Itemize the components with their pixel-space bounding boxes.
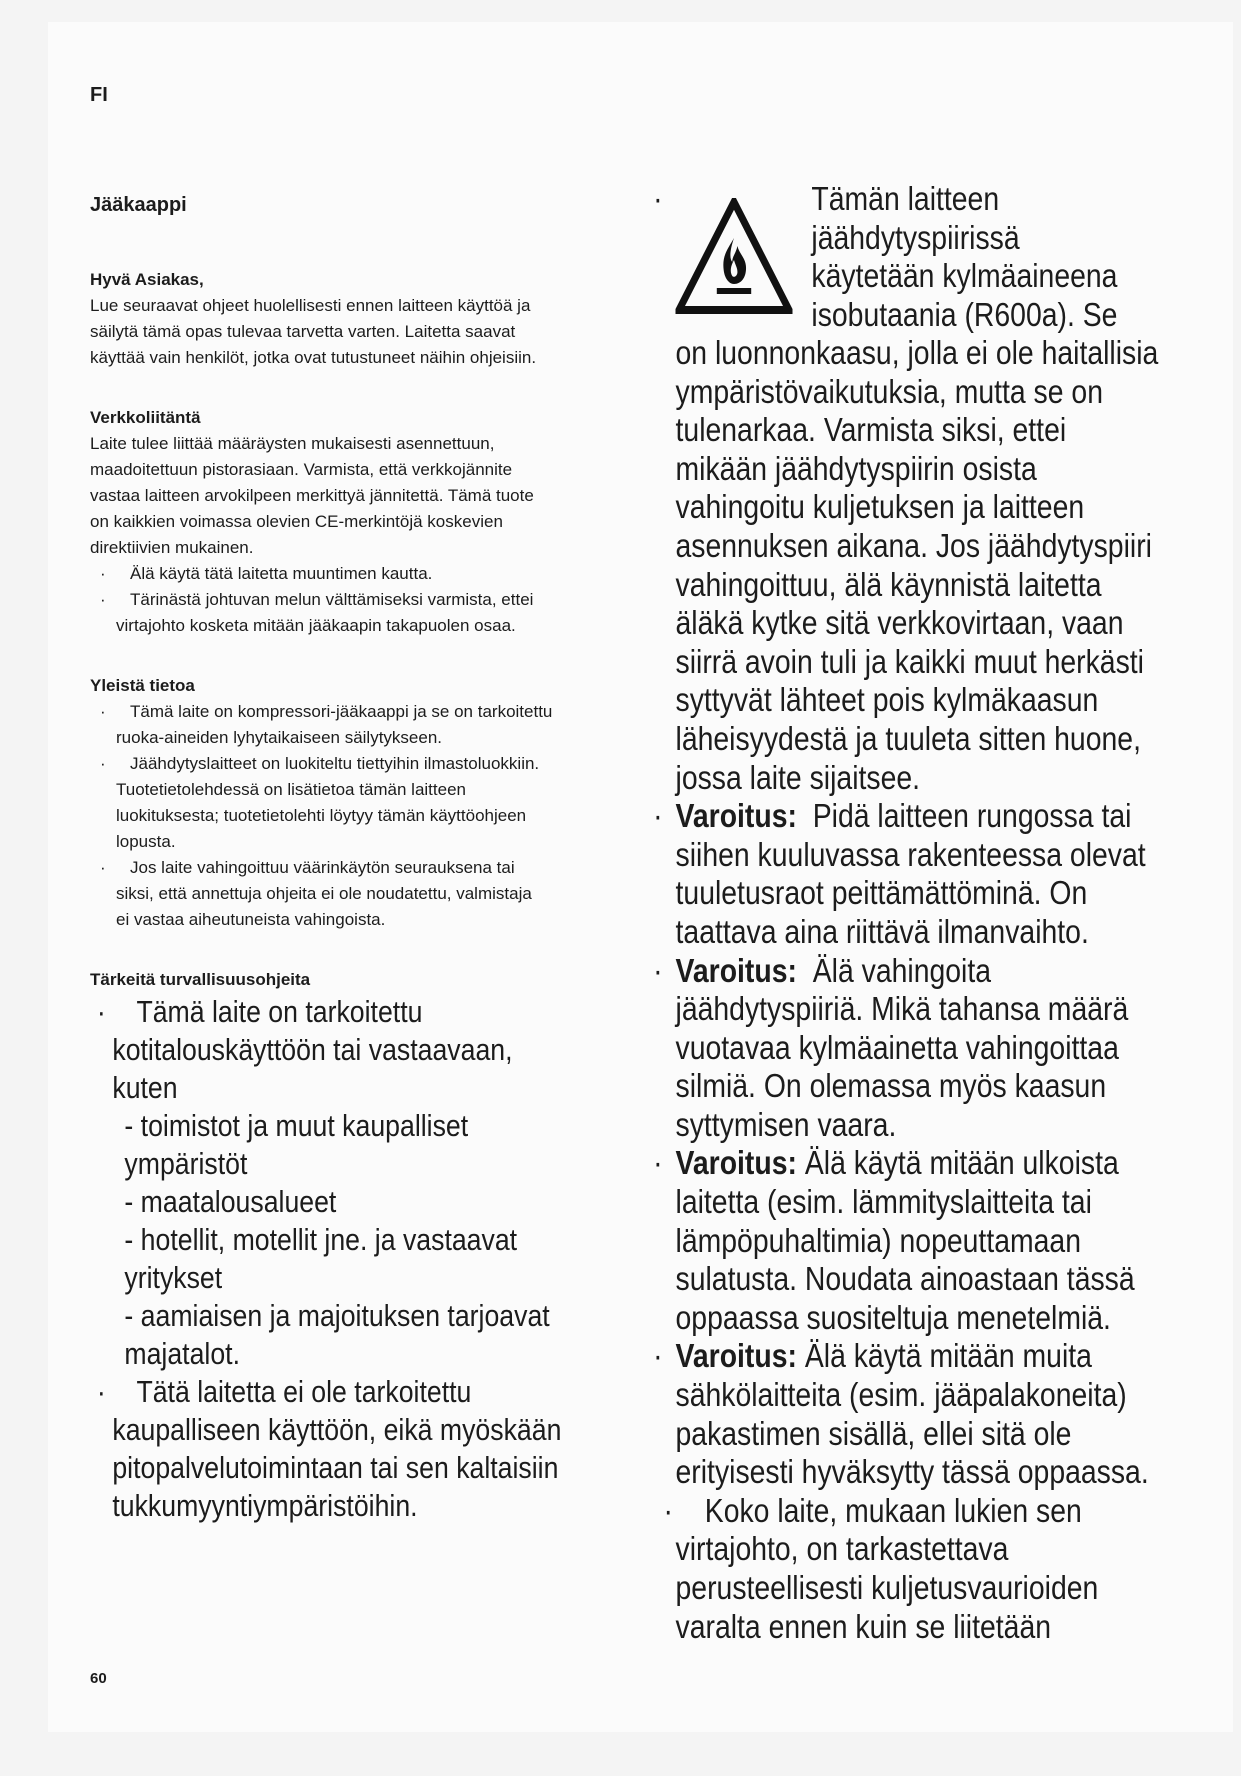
manual-page bbox=[48, 22, 1233, 1732]
text-line: siksi, että annettuja ohjeita ei ole noudatettu, valmistaja bbox=[116, 884, 532, 903]
text-line: perusteellisesti kuljetusvaurioiden bbox=[675, 1569, 1099, 1606]
bullet-icon: · bbox=[96, 1374, 106, 1409]
text-line: vahingoittuu, älä käynnistä laitetta bbox=[675, 565, 1102, 603]
text-line: ympäristöt bbox=[124, 1146, 248, 1181]
text-line: yritykset bbox=[124, 1260, 223, 1295]
text-line: lopusta. bbox=[116, 832, 176, 851]
safety-list bbox=[90, 993, 640, 1525]
text-line: - toimistot ja muut kaupalliset bbox=[124, 1108, 469, 1143]
text-line: pakastimen sisällä, ellei sitä ole bbox=[675, 1414, 1072, 1452]
text-line: asennuksen aikana. Jos jäähdytyspiiri bbox=[675, 526, 1152, 564]
warning-item: · Varoitus: Älä käytä mitään muita bbox=[653, 1337, 1092, 1375]
list-item: · Tämä laite on tarkoitettu bbox=[96, 994, 423, 1029]
text-line: Tämän laitteen bbox=[811, 180, 1000, 217]
page-title: Jääkaappi bbox=[90, 194, 187, 216]
text-line: kuten bbox=[112, 1070, 178, 1105]
refrigerant-text bbox=[648, 334, 1233, 797]
text-line: ympäristövaikutuksia, mutta se on bbox=[675, 372, 1103, 410]
text-line: Tuotetietolehdessä on lisätietoa tämän laitteen bbox=[116, 780, 466, 799]
bullet-icon: · bbox=[663, 1491, 673, 1529]
list-item: · Älä käytä tätä laitetta muuntimen kautta. bbox=[90, 561, 635, 587]
safety-heading: Tärkeitä turvallisuusohjeita bbox=[90, 970, 311, 989]
text-line: sähkölaitteita (esim. jääpalakoneita) bbox=[675, 1376, 1127, 1414]
general-heading: Yleistä tietoa bbox=[90, 676, 195, 695]
text-line: mikään jäähdytyspiirin osista bbox=[675, 449, 1037, 487]
text-line: - hotellit, motellit jne. ja vastaavat bbox=[124, 1222, 518, 1257]
warning-item: · Varoitus: Älä käytä mitään ulkoista bbox=[653, 1144, 1119, 1182]
list-item: · Koko laite, mukaan lukien sen bbox=[663, 1491, 1082, 1529]
text-line: lämpöpuhaltimia) nopeuttamaan bbox=[675, 1221, 1081, 1259]
text-line: vahingoitu kuljetuksen ja laitteen bbox=[675, 488, 1085, 526]
text-line: vastaa laitteen arvokilpeen merkittyä jännitettä. Tämä tuote bbox=[90, 486, 534, 505]
text-line: siirrä avoin tuli ja kaikki muut herkästi bbox=[675, 642, 1144, 680]
warning-item: · Varoitus: Älä vahingoita bbox=[653, 951, 992, 989]
text-line: oppaassa suositeltuja menetelmiä. bbox=[675, 1298, 1111, 1336]
text-line: on kaikkien voimassa olevien CE-merkintöjä koskevien bbox=[90, 512, 503, 531]
text-line: läheisyydestä ja tuuleta sitten huone, bbox=[675, 719, 1141, 757]
safety-section bbox=[90, 967, 635, 993]
text-line: jossa laite sijaitsee. bbox=[675, 758, 921, 796]
bullet-icon: · bbox=[100, 564, 106, 583]
text-line: virtajohto, on tarkastettava bbox=[675, 1530, 1009, 1568]
text-line: Lue seuraavat ohjeet huolellisesti ennen laitteen käyttöä ja bbox=[90, 296, 531, 315]
bullet-icon: · bbox=[653, 180, 663, 217]
list-item: · Tämä laite on kompressori-jääkaappi ja se on tarkoitettu bbox=[90, 699, 635, 725]
text-line: syttymisen vaara. bbox=[675, 1105, 897, 1143]
text-line: tukkumyyntiympäristöihin. bbox=[112, 1488, 418, 1523]
text-line: virtajohto kosketa mitään jääkaapin takapuolen osaa. bbox=[116, 616, 516, 635]
text-line: äläkä kytke sitä verkkovirtaan, vaan bbox=[675, 604, 1124, 642]
text-line: silmiä. On olemassa myös kaasun bbox=[675, 1067, 1107, 1105]
flammable-warning-icon bbox=[676, 198, 793, 316]
text-line: pitopalvelutoimintaan tai sen kaltaisiin bbox=[112, 1450, 559, 1485]
text-line: maadoitettuun pistorasiaan. Varmista, että verkkojännite bbox=[90, 460, 513, 479]
greeting-heading: Hyvä Asiakas, bbox=[90, 270, 204, 289]
general-section bbox=[90, 673, 635, 933]
text-line: direktiivien mukainen. bbox=[90, 538, 254, 557]
bullet-icon: · bbox=[100, 858, 106, 877]
text-line: tulenarkaa. Varmista siksi, ettei bbox=[675, 411, 1067, 449]
page-number: 60 bbox=[90, 1670, 107, 1687]
text-line: varalta ennen kuin se liitetään bbox=[675, 1607, 1052, 1645]
text-line: tuuletusraot peittämättöminä. On bbox=[675, 874, 1088, 912]
bullet-icon: · bbox=[653, 1337, 663, 1375]
bullet-icon: · bbox=[96, 994, 106, 1029]
mains-section bbox=[90, 405, 635, 639]
text-line: syttyvät lähteet pois kylmäkaasun bbox=[675, 681, 1099, 719]
text-line: säilytä tämä opas tulevaa tarvetta varten. Laitetta saavat bbox=[90, 322, 516, 341]
language-code: FI bbox=[90, 84, 108, 106]
text-line: kotitalouskäyttöön tai vastaavaan, bbox=[112, 1032, 513, 1067]
right-column bbox=[648, 180, 1238, 1646]
list-item: · Tätä laitetta ei ole tarkoitettu bbox=[96, 1374, 472, 1409]
warning-label: Varoitus: bbox=[675, 951, 797, 989]
warning-item: · Varoitus: Pidä laitteen rungossa tai bbox=[653, 797, 1132, 835]
bullet-icon: · bbox=[100, 702, 106, 721]
list-item: · Jos laite vahingoittuu väärinkäytön seurauksena tai bbox=[90, 855, 635, 881]
greeting-section bbox=[90, 267, 635, 371]
text-line: luokituksesta; tuotetietolehti löytyy tämän käyttöohjeen bbox=[116, 806, 527, 825]
bullet-icon: · bbox=[653, 797, 663, 835]
text-line: taattava aina riittävä ilmanvaihto. bbox=[675, 912, 1089, 950]
text-line: ruoka-aineiden lyhytaikaiseen säilytykseen. bbox=[116, 728, 443, 747]
text-line: Laite tulee liittää määräysten mukaisesti asennettuun, bbox=[90, 434, 495, 453]
text-line: isobutaania (R600a). Se bbox=[811, 295, 1118, 333]
left-column bbox=[90, 172, 635, 1525]
text-line: käyttää vain henkilöt, jotka ovat tutustuneet näihin ohjeisiin. bbox=[90, 348, 537, 367]
text-line: sulatusta. Noudata ainoastaan tässä bbox=[675, 1260, 1135, 1298]
text-line: jäähdytyspiirissä bbox=[811, 218, 1020, 256]
text-line: käytetään kylmäaineena bbox=[811, 257, 1118, 295]
bullet-icon: · bbox=[653, 1144, 663, 1182]
list-item: · Tärinästä johtuvan melun välttämiseksi varmista, ettei bbox=[90, 587, 635, 613]
text-line: laitetta (esim. lämmityslaitteita tai bbox=[675, 1183, 1092, 1221]
list-item bbox=[648, 180, 1233, 334]
warning-label: Varoitus: bbox=[675, 797, 797, 835]
text-line: on luonnonkaasu, jolla ei ole haitallisia bbox=[675, 334, 1159, 371]
list-item: · Jäähdytyslaitteet on luokiteltu tiettyihin ilmastoluokkiin. bbox=[90, 751, 635, 777]
refrigerant-intro bbox=[811, 180, 1117, 334]
bullet-icon: · bbox=[100, 590, 106, 609]
bullet-icon: · bbox=[100, 754, 106, 773]
text-line: - aamiaisen ja majoituksen tarjoavat bbox=[124, 1298, 550, 1333]
mains-heading: Verkkoliitäntä bbox=[90, 408, 201, 427]
refrigerant-warning bbox=[648, 180, 1233, 1646]
text-line: kaupalliseen käyttöön, eikä myöskään bbox=[112, 1412, 562, 1447]
text-line: erityisesti hyväksytty tässä oppaassa. bbox=[675, 1453, 1149, 1491]
text-line: ei vastaa aiheutuneista vahingoista. bbox=[116, 910, 386, 929]
text-line: - maatalousalueet bbox=[124, 1184, 337, 1219]
warning-label: Varoitus: bbox=[675, 1337, 797, 1375]
text-line: siihen kuuluvassa rakenteessa olevat bbox=[675, 835, 1146, 873]
text-line: jäähdytyspiiriä. Mikä tahansa määrä bbox=[675, 990, 1129, 1028]
text-line: majatalot. bbox=[124, 1336, 240, 1371]
bullet-icon: · bbox=[653, 951, 663, 989]
text-line: vuotavaa kylmäainetta vahingoittaa bbox=[675, 1028, 1119, 1066]
warning-label: Varoitus: bbox=[675, 1144, 797, 1182]
